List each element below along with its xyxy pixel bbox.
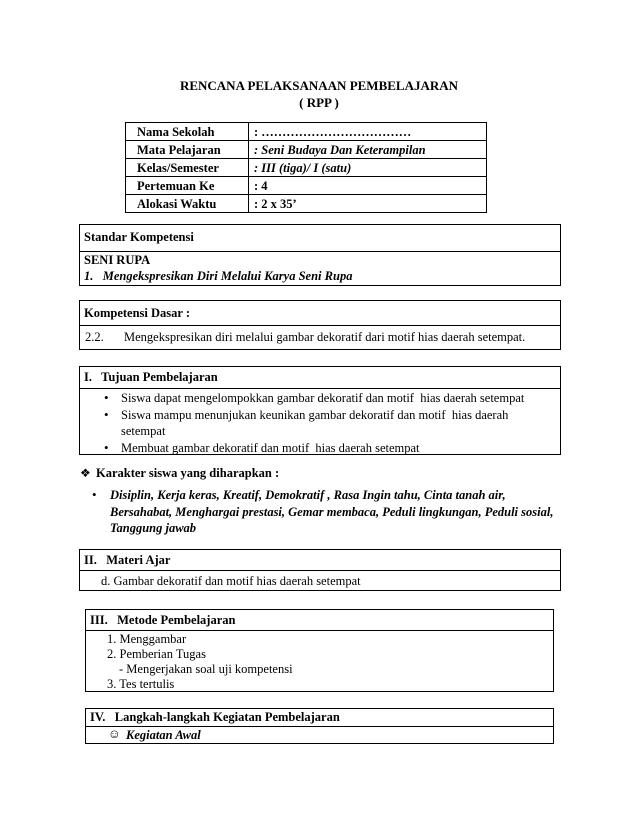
info-row-class	[126, 159, 487, 177]
metode-item: 3. Tes tertulis	[107, 677, 175, 691]
info-row-meeting	[126, 177, 487, 195]
tujuan-item-continuation: setempat	[121, 424, 166, 438]
bullet-icon: •	[92, 487, 97, 502]
karakter-line: Tanggung jawab	[110, 521, 197, 535]
info-row-school	[126, 123, 487, 141]
info-row-subject	[126, 141, 487, 159]
info-label: Alokasi Waktu	[126, 195, 249, 213]
tujuan-item: Siswa mampu menunjukan keunikan gambar dekoratif dan motif hias daerah	[121, 408, 509, 422]
materi-heading: II. Materi Ajar	[84, 553, 171, 567]
metode-box	[85, 609, 554, 692]
karakter-line: Disiplin, Kerja keras, Kreatif, Demokratif , Rasa Ingin tahu, Cinta tanah air,	[110, 488, 506, 502]
metode-heading: III. Metode Pembelajaran	[90, 613, 236, 627]
standar-kompetensi-box	[79, 224, 561, 286]
langkah-heading: IV. Langkah-langkah Kegiatan Pembelajaran	[90, 710, 340, 724]
langkah-box	[85, 708, 554, 744]
standar-heading: Standar Kompetensi	[84, 230, 194, 244]
tujuan-item: Siswa dapat mengelompokkan gambar dekoratif dan motif hias daerah setempat	[121, 391, 525, 405]
kompetensi-heading: Kompetensi Dasar :	[84, 306, 191, 320]
metode-item: 2. Pemberian Tugas	[107, 647, 206, 661]
bullet-icon: •	[104, 407, 109, 422]
karakter-heading: Karakter siswa yang diharapkan :	[96, 466, 280, 480]
tujuan-box	[79, 366, 561, 455]
metode-subitem: - Mengerjakan soal uji kompetensi	[119, 662, 293, 676]
smiley-icon: ☺	[108, 727, 121, 741]
standar-line-2: 1. Mengekspresikan Diri Melalui Karya Seni Rupa	[84, 269, 353, 283]
materi-box	[79, 549, 561, 591]
page-subtitle: ( RPP )	[299, 95, 339, 110]
materi-text: d. Gambar dekoratif dan motif hias daerah setempat	[101, 574, 361, 588]
tujuan-item: Membuat gambar dekoratif dan motif hias daerah setempat	[121, 441, 420, 455]
kompetensi-text: Mengekspresikan diri melalui gambar dekoratif dari motif hias daerah setempat.	[124, 330, 526, 344]
langkah-item: Kegiatan Awal	[126, 728, 201, 742]
diamond-bullet-icon: ❖	[80, 466, 91, 480]
bullet-icon: •	[104, 440, 109, 455]
info-label: Nama Sekolah	[126, 123, 249, 141]
kompetensi-dasar-box	[79, 300, 561, 350]
info-row-time	[126, 195, 487, 213]
info-value: : 4	[249, 177, 487, 195]
info-value: : ………………………………	[249, 123, 487, 141]
info-label: Mata Pelajaran	[126, 141, 249, 159]
kompetensi-number: 2.2.	[85, 330, 104, 344]
info-table	[125, 122, 487, 213]
info-value: : Seni Budaya Dan Keterampilan	[249, 141, 487, 159]
page-title: RENCANA PELAKSANAAN PEMBELAJARAN	[179, 78, 459, 93]
standar-line-1: SENI RUPA	[84, 253, 151, 267]
bullet-icon: •	[104, 390, 109, 405]
info-value: : III (tiga)/ I (satu)	[249, 159, 487, 177]
info-value: : 2 x 35’	[249, 195, 487, 213]
karakter-line: Bersahabat, Menghargai prestasi, Gemar membaca, Peduli lingkungan, Peduli sosial,	[110, 505, 554, 519]
tujuan-heading: I. Tujuan Pembelajaran	[84, 370, 218, 384]
info-label: Kelas/Semester	[126, 159, 249, 177]
metode-item: 1. Menggambar	[107, 632, 187, 646]
info-label: Pertemuan Ke	[126, 177, 249, 195]
